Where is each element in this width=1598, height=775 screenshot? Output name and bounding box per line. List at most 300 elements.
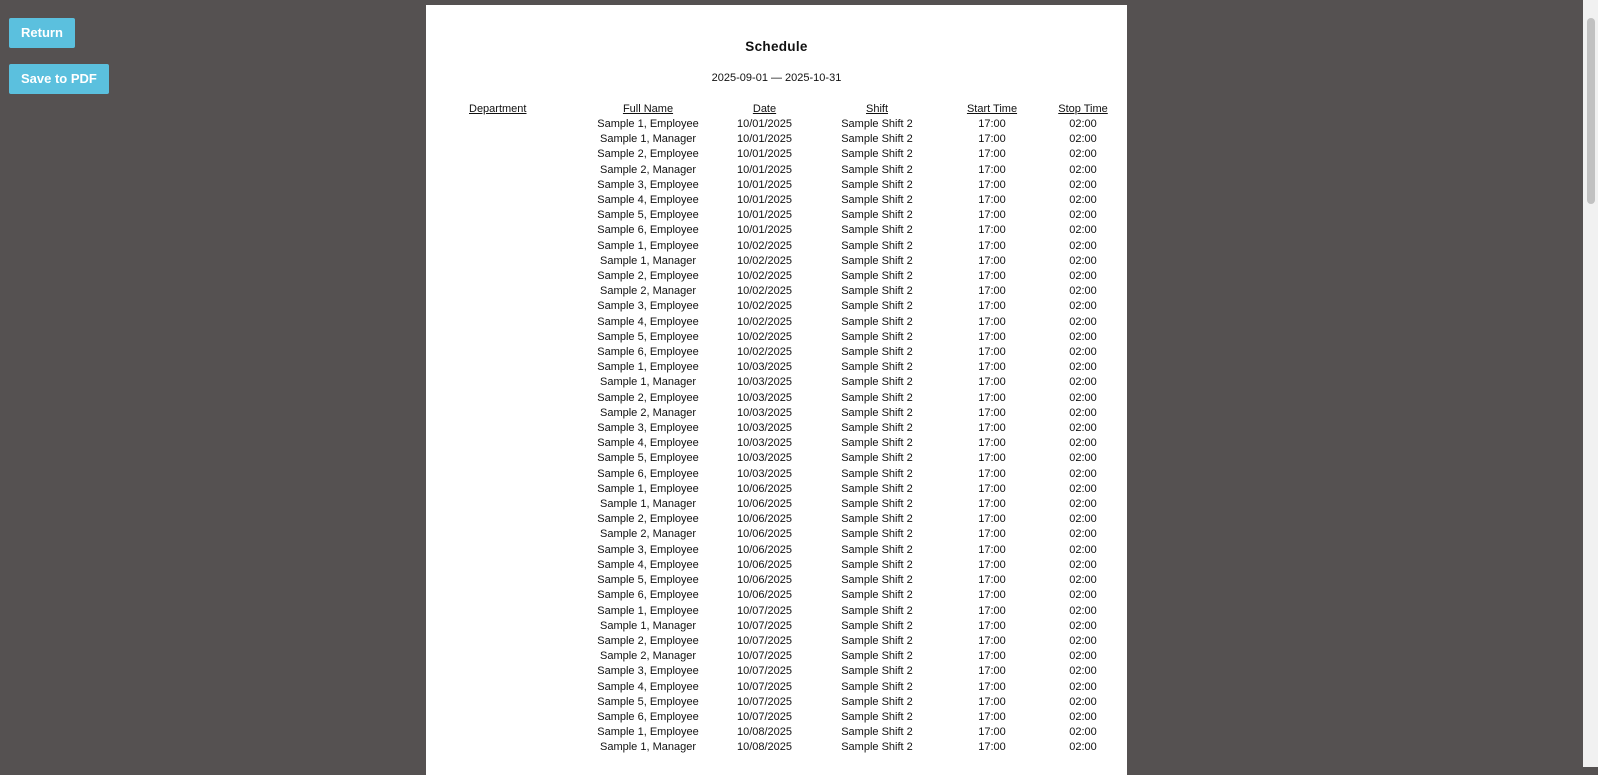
stop-time-cell: 02:00 — [1069, 285, 1097, 298]
shift-cell: Sample Shift 2 — [841, 452, 913, 465]
shift-cell: Sample Shift 2 — [841, 254, 913, 267]
date-cell: 10/06/2025 — [736, 558, 793, 571]
date-cell: 10/01/2025 — [736, 163, 793, 176]
date-cell: 10/03/2025 — [736, 391, 793, 404]
start-time-cell: 17:00 — [978, 346, 1006, 359]
stop-time-cell: 02:00 — [1069, 391, 1097, 404]
stop-time-cell: 02:00 — [1069, 194, 1097, 207]
date-cell: 10/06/2025 — [736, 543, 793, 556]
full-name-cell: Sample 5, Employee — [597, 574, 699, 587]
table-row — [449, 391, 1124, 406]
department-cell — [449, 254, 579, 269]
date-cell: 10/02/2025 — [736, 270, 793, 283]
stop-time-cell: 02:00 — [1069, 498, 1097, 511]
start-time-cell: 17:00 — [978, 452, 1006, 465]
shift-cell: Sample Shift 2 — [841, 558, 913, 571]
start-time-cell: 17:00 — [978, 376, 1006, 389]
table-row — [449, 588, 1124, 603]
date-cell: 10/07/2025 — [736, 695, 793, 708]
start-time-cell: 17:00 — [978, 498, 1006, 511]
date-cell: 10/02/2025 — [736, 285, 793, 298]
stop-time-cell: 02:00 — [1069, 270, 1097, 283]
full-name-cell: Sample 4, Employee — [597, 315, 699, 328]
start-time-cell: 17:00 — [978, 224, 1006, 237]
date-cell: 10/08/2025 — [736, 741, 793, 754]
stop-time-cell: 02:00 — [1069, 437, 1097, 450]
start-time-cell: 17:00 — [978, 710, 1006, 723]
start-time-cell: 17:00 — [978, 239, 1006, 252]
table-row — [449, 193, 1124, 208]
full-name-cell: Sample 6, Employee — [597, 224, 699, 237]
shift-cell: Sample Shift 2 — [841, 513, 913, 526]
report-page — [426, 5, 1127, 775]
table-row — [449, 558, 1124, 573]
table-row — [449, 345, 1124, 360]
date-cell: 10/07/2025 — [736, 619, 793, 632]
shift-cell: Sample Shift 2 — [841, 148, 913, 161]
start-time-cell: 17:00 — [978, 406, 1006, 419]
full-name-cell: Sample 3, Employee — [597, 543, 699, 556]
department-cell — [449, 482, 579, 497]
table-row — [449, 360, 1124, 375]
department-cell — [449, 193, 579, 208]
department-cell — [449, 223, 579, 238]
shift-cell: Sample Shift 2 — [841, 406, 913, 419]
shift-cell: Sample Shift 2 — [841, 376, 913, 389]
department-cell — [449, 573, 579, 588]
start-time-cell: 17:00 — [978, 391, 1006, 404]
start-time-cell: 17:00 — [978, 422, 1006, 435]
full-name-cell: Sample 3, Employee — [597, 422, 699, 435]
shift-cell: Sample Shift 2 — [841, 650, 913, 663]
stop-time-cell: 02:00 — [1069, 361, 1097, 374]
stop-time-cell: 02:00 — [1069, 619, 1097, 632]
table-row — [449, 178, 1124, 193]
department-cell — [449, 421, 579, 436]
shift-cell: Sample Shift 2 — [841, 209, 913, 222]
shift-cell: Sample Shift 2 — [841, 178, 913, 191]
shift-cell: Sample Shift 2 — [841, 680, 913, 693]
start-time-cell: 17:00 — [978, 437, 1006, 450]
stop-time-cell: 02:00 — [1069, 513, 1097, 526]
full-name-cell: Sample 3, Employee — [597, 178, 699, 191]
date-cell: 10/07/2025 — [736, 604, 793, 617]
stop-time-cell: 02:00 — [1069, 741, 1097, 754]
start-time-cell: 17:00 — [978, 300, 1006, 313]
department-cell — [449, 467, 579, 482]
table-row — [449, 117, 1124, 132]
department-cell — [449, 147, 579, 162]
date-cell: 10/07/2025 — [736, 680, 793, 693]
date-cell: 10/01/2025 — [736, 209, 793, 222]
stop-time-cell: 02:00 — [1069, 482, 1097, 495]
stop-time-cell: 02:00 — [1069, 650, 1097, 663]
shift-cell: Sample Shift 2 — [841, 330, 913, 343]
full-name-cell: Sample 2, Employee — [597, 513, 699, 526]
stop-time-cell: 02:00 — [1069, 315, 1097, 328]
start-time-cell: 17:00 — [978, 254, 1006, 267]
table-row — [449, 680, 1124, 695]
date-cell: 10/03/2025 — [736, 467, 793, 480]
stop-time-cell: 02:00 — [1069, 118, 1097, 130]
start-time-cell: 17:00 — [978, 330, 1006, 343]
start-time-cell: 17:00 — [978, 133, 1006, 146]
department-cell — [449, 208, 579, 223]
shift-cell: Sample Shift 2 — [841, 361, 913, 374]
department-cell — [449, 740, 579, 755]
column-header-department: Department — [469, 103, 527, 115]
shift-cell: Sample Shift 2 — [841, 194, 913, 207]
date-cell: 10/02/2025 — [736, 315, 793, 328]
table-row — [449, 132, 1124, 147]
date-cell: 10/01/2025 — [736, 224, 793, 237]
full-name-cell: Sample 2, Manager — [600, 406, 696, 419]
department-cell — [449, 680, 579, 695]
department-cell — [449, 497, 579, 512]
date-cell: 10/06/2025 — [736, 513, 793, 526]
start-time-cell: 17:00 — [978, 482, 1006, 495]
date-cell: 10/02/2025 — [736, 330, 793, 343]
department-cell — [449, 451, 579, 466]
stop-time-cell: 02:00 — [1069, 604, 1097, 617]
date-cell: 10/03/2025 — [736, 437, 793, 450]
stop-time-cell: 02:00 — [1069, 239, 1097, 252]
save-to-pdf-button[interactable]: Save to PDF — [9, 64, 109, 94]
shift-cell: Sample Shift 2 — [841, 239, 913, 252]
full-name-cell: Sample 3, Employee — [597, 665, 699, 678]
table-row — [449, 527, 1124, 542]
full-name-cell: Sample 2, Manager — [600, 163, 696, 176]
department-cell — [449, 527, 579, 542]
start-time-cell: 17:00 — [978, 543, 1006, 556]
stop-time-cell: 02:00 — [1069, 543, 1097, 556]
stop-time-cell: 02:00 — [1069, 589, 1097, 602]
table-row — [449, 619, 1124, 634]
date-cell: 10/06/2025 — [736, 528, 793, 541]
report-title: Schedule — [745, 39, 808, 54]
date-cell: 10/03/2025 — [736, 406, 793, 419]
department-cell — [449, 725, 579, 740]
department-cell — [449, 695, 579, 710]
shift-cell: Sample Shift 2 — [841, 285, 913, 298]
shift-cell: Sample Shift 2 — [841, 437, 913, 450]
stop-time-cell: 02:00 — [1069, 558, 1097, 571]
table-row — [449, 299, 1124, 314]
table-row — [449, 725, 1124, 740]
shift-cell: Sample Shift 2 — [841, 422, 913, 435]
full-name-cell: Sample 1, Manager — [600, 619, 696, 632]
shift-cell: Sample Shift 2 — [841, 315, 913, 328]
date-cell: 10/01/2025 — [736, 194, 793, 207]
full-name-cell: Sample 4, Employee — [597, 558, 699, 571]
stop-time-cell: 02:00 — [1069, 634, 1097, 647]
table-row — [449, 543, 1124, 558]
full-name-cell: Sample 6, Employee — [597, 710, 699, 723]
shift-cell: Sample Shift 2 — [841, 574, 913, 587]
department-cell — [449, 315, 579, 330]
full-name-cell: Sample 1, Employee — [597, 604, 699, 617]
date-cell: 10/07/2025 — [736, 665, 793, 678]
full-name-cell: Sample 4, Employee — [597, 194, 699, 207]
start-time-cell: 17:00 — [978, 589, 1006, 602]
department-cell — [449, 330, 579, 345]
shift-cell: Sample Shift 2 — [841, 528, 913, 541]
department-cell — [449, 284, 579, 299]
start-time-cell: 17:00 — [978, 528, 1006, 541]
table-row — [449, 406, 1124, 421]
department-cell — [449, 239, 579, 254]
date-cell: 10/02/2025 — [736, 254, 793, 267]
table-row — [449, 634, 1124, 649]
department-cell — [449, 269, 579, 284]
column-header-full-name: Full Name — [622, 103, 674, 115]
schedule-table — [449, 102, 1124, 756]
start-time-cell: 17:00 — [978, 634, 1006, 647]
department-cell — [449, 299, 579, 314]
date-cell: 10/03/2025 — [736, 376, 793, 389]
stop-time-cell: 02:00 — [1069, 133, 1097, 146]
start-time-cell: 17:00 — [978, 315, 1006, 328]
full-name-cell: Sample 3, Employee — [597, 300, 699, 313]
column-header-start-time: Start Time — [966, 103, 1018, 115]
report-date-range: 2025-09-01 — 2025-10-31 — [711, 72, 842, 84]
department-cell — [449, 178, 579, 193]
full-name-cell: Sample 2, Manager — [600, 650, 696, 663]
start-time-cell: 17:00 — [978, 118, 1006, 130]
stop-time-cell: 02:00 — [1069, 178, 1097, 191]
department-cell — [449, 132, 579, 147]
shift-cell: Sample Shift 2 — [841, 270, 913, 283]
full-name-cell: Sample 2, Manager — [600, 528, 696, 541]
shift-cell: Sample Shift 2 — [841, 163, 913, 176]
table-row — [449, 269, 1124, 284]
shift-cell: Sample Shift 2 — [841, 467, 913, 480]
table-row — [449, 604, 1124, 619]
table-row — [449, 147, 1124, 162]
full-name-cell: Sample 1, Manager — [600, 376, 696, 389]
start-time-cell: 17:00 — [978, 361, 1006, 374]
full-name-cell: Sample 2, Employee — [597, 391, 699, 404]
stop-time-cell: 02:00 — [1069, 163, 1097, 176]
stop-time-cell: 02:00 — [1069, 254, 1097, 267]
vertical-scrollbar[interactable] — [1583, 0, 1598, 767]
table-row — [449, 330, 1124, 345]
full-name-cell: Sample 1, Employee — [597, 482, 699, 495]
date-cell: 10/01/2025 — [736, 148, 793, 161]
full-name-cell: Sample 1, Manager — [600, 133, 696, 146]
table-row — [449, 421, 1124, 436]
full-name-cell: Sample 6, Employee — [597, 589, 699, 602]
stop-time-cell: 02:00 — [1069, 710, 1097, 723]
column-header-date: Date — [752, 103, 777, 115]
table-header-row — [449, 102, 1124, 117]
date-cell: 10/07/2025 — [736, 634, 793, 647]
stop-time-cell: 02:00 — [1069, 300, 1097, 313]
full-name-cell: Sample 2, Employee — [597, 270, 699, 283]
full-name-cell: Sample 5, Employee — [597, 695, 699, 708]
shift-cell: Sample Shift 2 — [841, 543, 913, 556]
department-cell — [449, 619, 579, 634]
start-time-cell: 17:00 — [978, 680, 1006, 693]
scrollbar-thumb[interactable] — [1587, 18, 1595, 204]
start-time-cell: 17:00 — [978, 209, 1006, 222]
date-cell: 10/02/2025 — [736, 346, 793, 359]
date-cell: 10/03/2025 — [736, 361, 793, 374]
table-row — [449, 512, 1124, 527]
date-cell: 10/08/2025 — [736, 726, 793, 739]
date-cell: 10/07/2025 — [736, 650, 793, 663]
date-cell: 10/06/2025 — [736, 589, 793, 602]
table-row — [449, 482, 1124, 497]
shift-cell: Sample Shift 2 — [841, 619, 913, 632]
full-name-cell: Sample 2, Manager — [600, 285, 696, 298]
column-header-stop-time: Stop Time — [1058, 103, 1108, 115]
full-name-cell: Sample 1, Employee — [597, 726, 699, 739]
department-cell — [449, 588, 579, 603]
table-row — [449, 695, 1124, 710]
table-row — [449, 497, 1124, 512]
table-row — [449, 284, 1124, 299]
start-time-cell: 17:00 — [978, 650, 1006, 663]
start-time-cell: 17:00 — [978, 695, 1006, 708]
full-name-cell: Sample 1, Employee — [597, 239, 699, 252]
table-row — [449, 254, 1124, 269]
full-name-cell: Sample 5, Employee — [597, 209, 699, 222]
full-name-cell: Sample 5, Employee — [597, 330, 699, 343]
department-cell — [449, 345, 579, 360]
column-header-shift: Shift — [865, 103, 888, 115]
table-row — [449, 573, 1124, 588]
table-row — [449, 740, 1124, 755]
department-cell — [449, 543, 579, 558]
stop-time-cell: 02:00 — [1069, 680, 1097, 693]
shift-cell: Sample Shift 2 — [841, 604, 913, 617]
shift-cell: Sample Shift 2 — [841, 634, 913, 647]
table-row — [449, 467, 1124, 482]
stop-time-cell: 02:00 — [1069, 406, 1097, 419]
start-time-cell: 17:00 — [978, 194, 1006, 207]
department-cell — [449, 604, 579, 619]
shift-cell: Sample Shift 2 — [841, 391, 913, 404]
start-time-cell: 17:00 — [978, 178, 1006, 191]
stop-time-cell: 02:00 — [1069, 726, 1097, 739]
full-name-cell: Sample 1, Manager — [600, 498, 696, 511]
stop-time-cell: 02:00 — [1069, 376, 1097, 389]
department-cell — [449, 391, 579, 406]
table-row — [449, 208, 1124, 223]
start-time-cell: 17:00 — [978, 163, 1006, 176]
date-cell: 10/01/2025 — [736, 133, 793, 146]
stop-time-cell: 02:00 — [1069, 665, 1097, 678]
date-cell: 10/01/2025 — [736, 118, 793, 130]
full-name-cell: Sample 4, Employee — [597, 437, 699, 450]
date-cell: 10/06/2025 — [736, 498, 793, 511]
stop-time-cell: 02:00 — [1069, 330, 1097, 343]
shift-cell: Sample Shift 2 — [841, 710, 913, 723]
stop-time-cell: 02:00 — [1069, 422, 1097, 435]
full-name-cell: Sample 5, Employee — [597, 452, 699, 465]
table-row — [449, 664, 1124, 679]
shift-cell: Sample Shift 2 — [841, 118, 913, 130]
date-cell: 10/02/2025 — [736, 239, 793, 252]
full-name-cell: Sample 4, Employee — [597, 680, 699, 693]
shift-cell: Sample Shift 2 — [841, 726, 913, 739]
date-cell: 10/03/2025 — [736, 452, 793, 465]
shift-cell: Sample Shift 2 — [841, 346, 913, 359]
start-time-cell: 17:00 — [978, 148, 1006, 161]
department-cell — [449, 649, 579, 664]
shift-cell: Sample Shift 2 — [841, 482, 913, 495]
stop-time-cell: 02:00 — [1069, 148, 1097, 161]
shift-cell: Sample Shift 2 — [841, 133, 913, 146]
table-row — [449, 451, 1124, 466]
start-time-cell: 17:00 — [978, 619, 1006, 632]
department-cell — [449, 664, 579, 679]
start-time-cell: 17:00 — [978, 285, 1006, 298]
date-cell: 10/01/2025 — [736, 178, 793, 191]
return-button[interactable]: Return — [9, 18, 75, 48]
department-cell — [449, 163, 579, 178]
table-row — [449, 163, 1124, 178]
table-row — [449, 315, 1124, 330]
start-time-cell: 17:00 — [978, 513, 1006, 526]
start-time-cell: 17:00 — [978, 574, 1006, 587]
table-row — [449, 436, 1124, 451]
shift-cell: Sample Shift 2 — [841, 224, 913, 237]
shift-cell: Sample Shift 2 — [841, 695, 913, 708]
stop-time-cell: 02:00 — [1069, 224, 1097, 237]
start-time-cell: 17:00 — [978, 604, 1006, 617]
full-name-cell: Sample 6, Employee — [597, 467, 699, 480]
start-time-cell: 17:00 — [978, 726, 1006, 739]
date-cell: 10/02/2025 — [736, 300, 793, 313]
department-cell — [449, 710, 579, 725]
department-cell — [449, 436, 579, 451]
department-cell — [449, 558, 579, 573]
table-row — [449, 375, 1124, 390]
department-cell — [449, 360, 579, 375]
table-row — [449, 649, 1124, 664]
stop-time-cell: 02:00 — [1069, 528, 1097, 541]
shift-cell: Sample Shift 2 — [841, 498, 913, 511]
table-row — [449, 239, 1124, 254]
stop-time-cell: 02:00 — [1069, 574, 1097, 587]
full-name-cell: Sample 1, Employee — [597, 361, 699, 374]
department-cell — [449, 406, 579, 421]
start-time-cell: 17:00 — [978, 741, 1006, 754]
shift-cell: Sample Shift 2 — [841, 300, 913, 313]
department-cell — [449, 117, 579, 132]
start-time-cell: 17:00 — [978, 665, 1006, 678]
start-time-cell: 17:00 — [978, 270, 1006, 283]
start-time-cell: 17:00 — [978, 467, 1006, 480]
shift-cell: Sample Shift 2 — [841, 741, 913, 754]
shift-cell: Sample Shift 2 — [841, 665, 913, 678]
full-name-cell: Sample 2, Employee — [597, 634, 699, 647]
full-name-cell: Sample 2, Employee — [597, 148, 699, 161]
department-cell — [449, 375, 579, 390]
stop-time-cell: 02:00 — [1069, 467, 1097, 480]
stop-time-cell: 02:00 — [1069, 695, 1097, 708]
department-cell — [449, 512, 579, 527]
date-cell: 10/03/2025 — [736, 422, 793, 435]
table-row — [449, 223, 1124, 238]
date-cell: 10/07/2025 — [736, 710, 793, 723]
start-time-cell: 17:00 — [978, 558, 1006, 571]
shift-cell: Sample Shift 2 — [841, 589, 913, 602]
full-name-cell: Sample 6, Employee — [597, 346, 699, 359]
date-cell: 10/06/2025 — [736, 482, 793, 495]
